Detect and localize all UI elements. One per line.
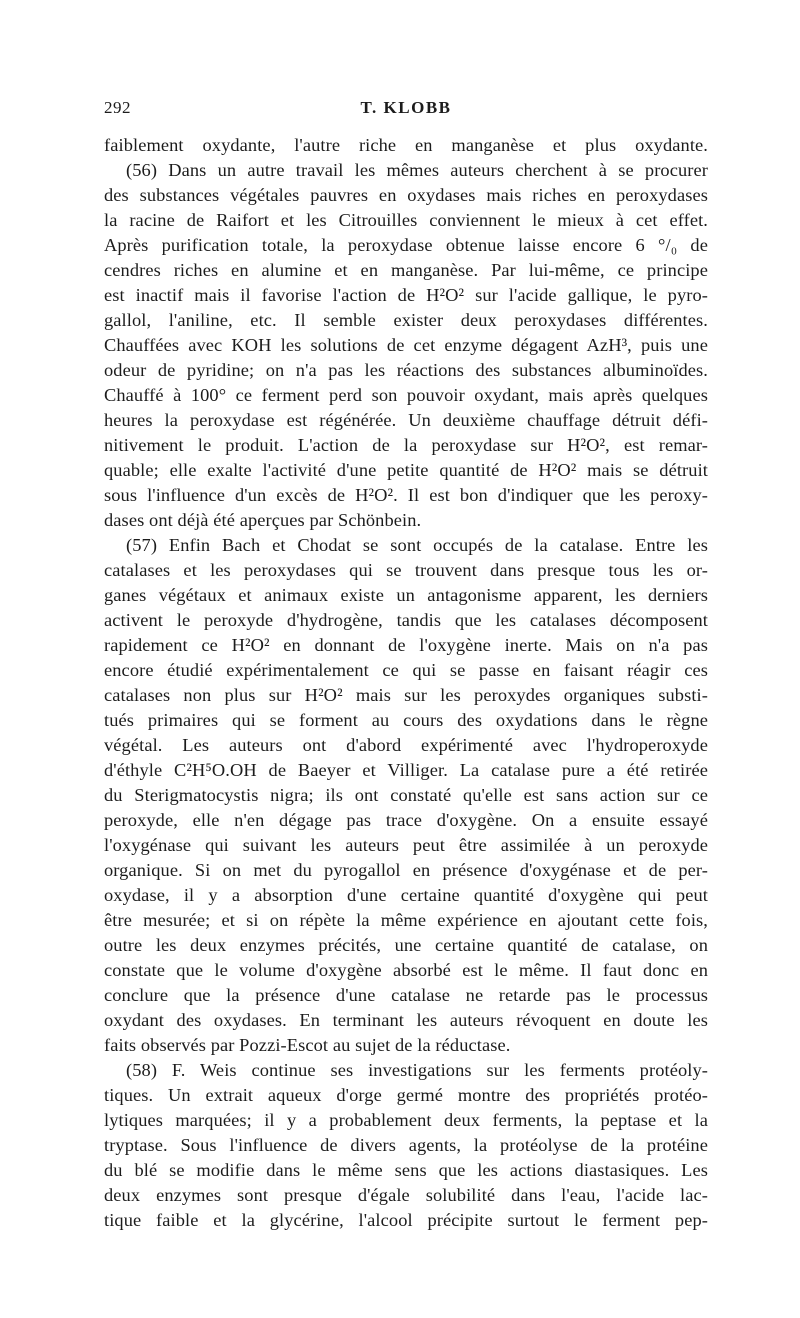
text-line: constate que le volume d'oxygène absorbé est le même. Il faut donc en [104, 960, 708, 980]
text-line: catalases et les peroxydases qui se trouvent dans presque tous les or- [104, 560, 708, 580]
running-head: T. KLOBB [360, 98, 452, 117]
text-line: outre les deux enzymes précités, une certaine quantité de catalase, on [104, 935, 708, 955]
page-number: 292 [104, 98, 131, 117]
text-line: Chauffé à 100° ce ferment perd son pouvoir oxydant, mais après quelques [104, 385, 708, 405]
text-line: quable; elle exalte l'activité d'une petite quantité de H²O² mais se détruit [104, 460, 708, 480]
text-line: dases ont déjà été aperçues par Schönbein. [104, 510, 422, 530]
text-line: du Sterigmatocystis nigra; ils ont constaté qu'elle est sans action sur ce [104, 785, 708, 805]
text-line: tiques. Un extrait aqueux d'orge germé montre des propriétés protéo- [104, 1085, 708, 1105]
text-line: la racine de Raifort et les Citrouilles conviennent le mieux à cet effet. [104, 210, 708, 230]
text-line: odeur de pyridine; on n'a pas les réactions des substances albuminoïdes. [104, 360, 708, 380]
text-line: conclure que la présence d'une catalase ne retarde pas le processus [104, 985, 708, 1005]
page-header [104, 98, 708, 128]
body-text [104, 133, 708, 1233]
text-line: (56) Dans un autre travail les mêmes auteurs cherchent à se procurer [126, 160, 708, 180]
text-line: (58) F. Weis continue ses investigations sur les ferments protéoly- [126, 1060, 708, 1080]
text-line: lytiques marquées; il y a probablement deux ferments, la peptase et la [104, 1110, 708, 1130]
text-line: heures la peroxydase est régénérée. Un deuxième chauffage détruit défi- [104, 410, 708, 430]
text-line: être mesurée; et si on répète la même expérience en ajoutant cette fois, [104, 910, 708, 930]
text-line: oxydant des oxydases. En terminant les auteurs révoquent en doute les [104, 1010, 708, 1030]
text-line: faits observés par Pozzi-Escot au sujet de la réductase. [104, 1035, 511, 1055]
text-line: nitivement le produit. L'action de la peroxydase sur H²O², est remar- [104, 435, 708, 455]
text-line: sous l'influence d'un excès de H²O². Il est bon d'indiquer que les peroxy- [104, 485, 708, 505]
text-line: gallol, l'aniline, etc. Il semble exister deux peroxydases différentes. [104, 310, 708, 330]
text-line: activent le peroxyde d'hydrogène, tandis que les catalases décomposent [104, 610, 708, 630]
text-line: tique faible et la glycérine, l'alcool précipite surtout le ferment pep- [104, 1210, 708, 1230]
text-line: d'éthyle C²H⁵O.OH de Baeyer et Villiger. La catalase pure a été retirée [104, 760, 708, 780]
text-line: catalases non plus sur H²O² mais sur les peroxydes organiques substi- [104, 685, 708, 705]
text-line: faiblement oxydante, l'autre riche en manganèse et plus oxydante. [104, 135, 708, 155]
text-line: encore étudié expérimentalement ce qui se passe en faisant réagir ces [104, 660, 708, 680]
text-line: oxydase, il y a absorption d'une certaine quantité d'oxygène qui peut [104, 885, 708, 905]
text-line: est inactif mais il favorise l'action de H²O² sur l'acide gallique, le pyro- [104, 285, 708, 305]
text-line: tryptase. Sous l'influence de divers agents, la protéolyse de la protéine [104, 1135, 708, 1155]
text-line: des substances végétales pauvres en oxydases mais riches en peroxydases [104, 185, 708, 205]
text-line: cendres riches en alumine et en manganèse. Par lui-même, ce principe [104, 260, 708, 280]
text-line: rapidement ce H²O² en donnant de l'oxygène inerte. Mais on n'a pas [104, 635, 708, 655]
text-line: du blé se modifie dans le même sens que les actions diastasiques. Les [104, 1160, 708, 1180]
text-line: (57) Enfin Bach et Chodat se sont occupés de la catalase. Entre les [126, 535, 708, 555]
text-line: organique. Si on met du pyrogallol en présence d'oxygénase et de per- [104, 860, 708, 880]
text-line: l'oxygénase qui suivant les auteurs peut être assimilée à un peroxyde [104, 835, 708, 855]
text-line: Après purification totale, la peroxydase obtenue laisse encore 6 °/₀ de [104, 235, 708, 255]
text-line: tués primaires qui se forment au cours des oxydations dans le règne [104, 710, 708, 730]
text-line: deux enzymes sont presque d'égale solubilité dans l'eau, l'acide lac- [104, 1185, 708, 1205]
text-line: végétal. Les auteurs ont d'abord expérimenté avec l'hydroperoxyde [104, 735, 708, 755]
text-line: peroxyde, elle n'en dégage pas trace d'oxygène. On a ensuite essayé [104, 810, 708, 830]
text-line: ganes végétaux et animaux existe un antagonisme apparent, les derniers [104, 585, 708, 605]
text-line: Chauffées avec KOH les solutions de cet enzyme dégagent AzH³, puis une [104, 335, 708, 355]
